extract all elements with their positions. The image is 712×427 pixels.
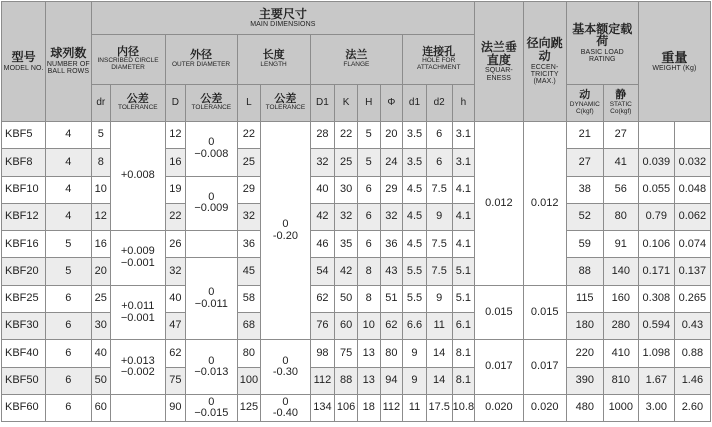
- cell-outer-tolerance-line-2: −0.015: [194, 407, 229, 420]
- header-inner-cn: 内径: [117, 45, 140, 58]
- cell-D: 47: [165, 313, 186, 340]
- header-square-cn: 法兰垂直度: [480, 40, 517, 67]
- cell-length-tolerance-line-1: 0: [282, 354, 289, 367]
- cell-h: 3.1: [452, 149, 475, 176]
- cell-K: 88: [335, 367, 358, 394]
- col-D: D: [165, 85, 186, 122]
- cell-d1: 9: [403, 340, 427, 367]
- header-main-dimensions: [91, 2, 475, 35]
- header-inner-en: INSCRIBED CIRCLE DIAMETER: [97, 57, 159, 72]
- header-weight: [638, 2, 710, 122]
- cell-static: 140: [603, 258, 638, 285]
- col-length-tolerance: [261, 85, 310, 122]
- cell-weight-1: [638, 122, 674, 149]
- cell-h: 3.1: [452, 122, 475, 149]
- cell-H: 18: [357, 394, 380, 421]
- cell-dynamic: 38: [566, 176, 603, 203]
- cell-eccentricity: 0.015: [523, 285, 566, 340]
- cell-outer-tolerance-line-2: −0.011: [194, 297, 228, 310]
- cell-d2: 9: [426, 285, 452, 312]
- outer-tol-cn: 公差: [200, 92, 223, 105]
- inner-tol-cn: 公差: [126, 92, 149, 105]
- cell-phi: 94: [380, 367, 403, 394]
- header-hole: [403, 35, 475, 85]
- cell-dr: 20: [91, 258, 111, 285]
- cell-static: 1000: [603, 394, 638, 421]
- cell-H: 10: [357, 313, 380, 340]
- cell-model: KBF16: [2, 231, 46, 258]
- header-ecc-en: ECCEN- TRICITY (MAX.): [530, 63, 559, 86]
- cell-static: 56: [603, 176, 638, 203]
- cell-phi: 24: [380, 149, 403, 176]
- cell-D: 32: [165, 258, 186, 285]
- cell-squareness: 0.015: [475, 285, 523, 340]
- header-length: [237, 35, 310, 85]
- cell-weight-2: 0.074: [674, 231, 710, 258]
- cell-H: 8: [357, 285, 380, 312]
- cell-dynamic: 220: [566, 340, 603, 367]
- header-load-rating: [566, 2, 638, 85]
- cell-weight-2: 0.43: [674, 313, 710, 340]
- cell-D: 19: [165, 176, 186, 203]
- cell-d2: 7.5: [426, 258, 452, 285]
- cell-d1: 5.5: [403, 258, 427, 285]
- cell-phi: 62: [380, 313, 403, 340]
- outer-tol-en: TOLERANCE: [191, 104, 232, 112]
- cell-D: 40: [165, 285, 186, 312]
- col-phi: Φ: [380, 85, 403, 122]
- cell-phi: 32: [380, 203, 403, 230]
- header-outer-diameter: [165, 35, 237, 85]
- cell-d1: 4.5: [403, 231, 427, 258]
- cell-phi: 43: [380, 258, 403, 285]
- cell-outer-tolerance: [186, 231, 237, 258]
- table-row: [2, 203, 711, 230]
- cell-weight-1: 0.594: [638, 313, 674, 340]
- cell-h: 10.8: [452, 394, 475, 421]
- cell-eccentricity: 0.012: [523, 122, 566, 286]
- static-cn: 静: [615, 89, 627, 102]
- cell-balls: 4: [46, 149, 91, 176]
- cell-static: 91: [603, 231, 638, 258]
- cell-model: KBF30: [2, 313, 46, 340]
- cell-model: KBF20: [2, 258, 46, 285]
- header-weight-cn: 重量: [661, 49, 688, 65]
- cell-weight-2: 0.032: [674, 149, 710, 176]
- cell-L: 125: [237, 394, 261, 421]
- cell-H: 6: [357, 176, 380, 203]
- table-row: [2, 367, 711, 394]
- cell-balls: 6: [46, 313, 91, 340]
- table-row: [2, 176, 711, 203]
- cell-H: 6: [357, 203, 380, 230]
- cell-dynamic: 21: [566, 122, 603, 149]
- cell-d1: 11: [403, 394, 427, 421]
- cell-D: 62: [165, 340, 186, 367]
- header-length-cn: 长度: [262, 49, 285, 62]
- cell-weight-1: 1.098: [638, 340, 674, 367]
- cell-inner-tolerance-line-2: −0.001: [120, 256, 155, 269]
- cell-balls: 4: [46, 176, 91, 203]
- cell-d1: 3.5: [403, 149, 427, 176]
- cell-L: 22: [237, 122, 261, 149]
- cell-d1: 9: [403, 367, 427, 394]
- length-tol-en: TOLERANCE: [265, 104, 306, 112]
- cell-weight-2: 0.265: [674, 285, 710, 312]
- header-load-en: BASIC LOAD RATING: [580, 48, 624, 64]
- cell-D1: 76: [310, 313, 335, 340]
- header-balls: [46, 2, 91, 122]
- cell-h: 4.1: [452, 231, 475, 258]
- cell-H: 8: [357, 258, 380, 285]
- cell-H: 6: [357, 231, 380, 258]
- cell-inner-tolerance: [111, 340, 166, 395]
- cell-weight-1: 3.00: [638, 394, 674, 421]
- cell-outer-tolerance-line-2: −0.008: [194, 147, 229, 160]
- header-load-cn: 基本额定载荷: [572, 21, 633, 49]
- header-balls-en: NUMBER OF BALL ROWS: [46, 60, 90, 76]
- cell-weight-1: 0.055: [638, 176, 674, 203]
- cell-dr: 40: [91, 340, 111, 367]
- col-d2: d2: [426, 85, 452, 122]
- cell-outer-tolerance-line-1: 0: [208, 286, 215, 299]
- cell-L: 32: [237, 203, 261, 230]
- header-length-en: LENGTH: [260, 60, 287, 68]
- cell-d1: 5.5: [403, 285, 427, 312]
- col-dynamic: [566, 85, 603, 122]
- header-balls-cn: 球列数: [50, 46, 87, 61]
- cell-model: KBF5: [2, 122, 46, 149]
- cell-weight-1: 0.171: [638, 258, 674, 285]
- header-hole-cn: 连接孔: [422, 45, 456, 58]
- cell-outer-tolerance-line-1: 0: [208, 190, 215, 203]
- table-row: [2, 394, 711, 421]
- cell-balls: 6: [46, 367, 91, 394]
- cell-phi: 20: [380, 122, 403, 149]
- cell-D1: 54: [310, 258, 335, 285]
- cell-inner-tolerance: [111, 285, 166, 340]
- header-main-cn: 主要尺寸: [258, 6, 307, 21]
- col-outer-tolerance: [186, 85, 237, 122]
- cell-eccentricity: 0.020: [523, 394, 566, 421]
- cell-length-tolerance-line-2: -0.30: [272, 366, 298, 379]
- cell-K: 106: [335, 394, 358, 421]
- dynamic-cn: 动: [579, 89, 591, 102]
- cell-outer-tolerance: [186, 340, 237, 395]
- cell-outer-tolerance: [186, 122, 237, 177]
- cell-dr: 30: [91, 313, 111, 340]
- cell-inner-tolerance-line-1: +0.009: [120, 245, 155, 258]
- cell-length-tolerance: [261, 394, 310, 421]
- cell-weight-2: 0.048: [674, 176, 710, 203]
- cell-length-tolerance: [261, 340, 310, 395]
- col-dr: dr: [91, 85, 111, 122]
- cell-dynamic: 88: [566, 258, 603, 285]
- length-tol-cn: 公差: [274, 92, 297, 105]
- cell-weight-2: 1.46: [674, 367, 710, 394]
- header-hole-en: HOLE FOR ATTACHMENT: [416, 57, 461, 72]
- col-h: h: [452, 85, 475, 122]
- cell-weight-2: [674, 122, 710, 149]
- cell-H: 13: [357, 340, 380, 367]
- col-inner-tolerance: [111, 85, 166, 122]
- cell-D: 12: [165, 122, 186, 149]
- cell-length-tolerance: [261, 122, 310, 340]
- header-flange-en: FLANGE: [343, 60, 370, 68]
- cell-K: 50: [335, 285, 358, 312]
- header-outer-cn: 外径: [190, 49, 213, 62]
- cell-dynamic: 59: [566, 231, 603, 258]
- cell-h: 8.1: [452, 340, 475, 367]
- cell-model: KBF10: [2, 176, 46, 203]
- cell-d2: 17.5: [426, 394, 452, 421]
- cell-outer-tolerance-line-2: −0.009: [194, 202, 229, 215]
- cell-outer-tolerance-line-1: 0: [208, 395, 215, 408]
- cell-weight-2: 0.88: [674, 340, 710, 367]
- cell-d2: 6: [426, 122, 452, 149]
- inner-tol-en: TOLERANCE: [117, 104, 158, 112]
- cell-d2: 7.5: [426, 176, 452, 203]
- cell-phi: 36: [380, 231, 403, 258]
- cell-dynamic: 180: [566, 313, 603, 340]
- cell-L: 25: [237, 149, 261, 176]
- cell-L: 36: [237, 231, 261, 258]
- cell-L: 45: [237, 258, 261, 285]
- cell-D1: 134: [310, 394, 335, 421]
- cell-K: 60: [335, 313, 358, 340]
- cell-phi: 29: [380, 176, 403, 203]
- cell-L: 100: [237, 367, 261, 394]
- cell-d1: 4.5: [403, 176, 427, 203]
- col-d1: d1: [403, 85, 427, 122]
- spec-table: [1, 1, 711, 422]
- cell-d2: 6: [426, 149, 452, 176]
- table-row: [2, 258, 711, 285]
- cell-model: KBF60: [2, 394, 46, 421]
- cell-d2: 14: [426, 367, 452, 394]
- cell-outer-tolerance-line-1: 0: [208, 136, 215, 149]
- col-H: H: [357, 85, 380, 122]
- cell-D: 75: [165, 367, 186, 394]
- cell-inner-tolerance-line-1: +0.008: [120, 169, 155, 182]
- cell-dr: 12: [91, 203, 111, 230]
- cell-outer-tolerance-line-1: 0: [208, 354, 215, 367]
- header-model: [2, 2, 46, 122]
- cell-dr: 16: [91, 231, 111, 258]
- col-K: K: [335, 85, 358, 122]
- col-L: L: [237, 85, 261, 122]
- cell-d1: 6.6: [403, 313, 427, 340]
- cell-dynamic: 480: [566, 394, 603, 421]
- cell-L: 68: [237, 313, 261, 340]
- cell-D: 16: [165, 149, 186, 176]
- cell-eccentricity: 0.017: [523, 340, 566, 395]
- cell-inner-tolerance-line-1: +0.013: [120, 354, 155, 367]
- cell-dynamic: 52: [566, 203, 603, 230]
- header-ecc-cn: 径向跳动: [526, 36, 563, 63]
- cell-static: 810: [603, 367, 638, 394]
- header-flange: [310, 35, 403, 85]
- cell-h: 4.1: [452, 203, 475, 230]
- header-squareness: [475, 2, 523, 122]
- cell-dynamic: 390: [566, 367, 603, 394]
- table-row: [2, 122, 711, 149]
- cell-D1: 112: [310, 367, 335, 394]
- cell-d2: 14: [426, 340, 452, 367]
- table-row: [2, 285, 711, 312]
- cell-balls: 4: [46, 122, 91, 149]
- cell-dynamic: 27: [566, 149, 603, 176]
- cell-inner-tolerance-line-2: −0.001: [120, 311, 155, 324]
- cell-dr: 25: [91, 285, 111, 312]
- cell-d1: 4.5: [403, 203, 427, 230]
- cell-length-tolerance-line-1: 0: [282, 218, 289, 231]
- cell-K: 25: [335, 149, 358, 176]
- cell-outer-tolerance: [186, 258, 237, 340]
- cell-D1: 46: [310, 231, 335, 258]
- cell-H: 13: [357, 367, 380, 394]
- cell-D: 22: [165, 203, 186, 230]
- cell-d1: 3.5: [403, 122, 427, 149]
- cell-inner-tolerance-line-2: −0.002: [120, 366, 155, 379]
- cell-d2: 7.5: [426, 231, 452, 258]
- cell-weight-1: 0.039: [638, 149, 674, 176]
- cell-h: 5.1: [452, 258, 475, 285]
- cell-outer-tolerance: [186, 176, 237, 231]
- cell-model: KBF8: [2, 149, 46, 176]
- cell-dr: 10: [91, 176, 111, 203]
- cell-static: 41: [603, 149, 638, 176]
- cell-L: 58: [237, 285, 261, 312]
- cell-weight-1: 0.79: [638, 203, 674, 230]
- cell-D1: 40: [310, 176, 335, 203]
- cell-static: 280: [603, 313, 638, 340]
- cell-D1: 42: [310, 203, 335, 230]
- table-row: [2, 340, 711, 367]
- col-static: [603, 85, 638, 122]
- cell-D1: 32: [310, 149, 335, 176]
- cell-d2: 9: [426, 203, 452, 230]
- cell-phi: 51: [380, 285, 403, 312]
- header-outer-en: OUTER DIAMETER: [171, 60, 231, 68]
- cell-model: KBF25: [2, 285, 46, 312]
- cell-D1: 62: [310, 285, 335, 312]
- cell-outer-tolerance: [186, 394, 237, 421]
- cell-squareness: 0.017: [475, 340, 523, 395]
- cell-H: 5: [357, 122, 380, 149]
- cell-K: 75: [335, 340, 358, 367]
- cell-phi: 80: [380, 340, 403, 367]
- cell-K: 32: [335, 203, 358, 230]
- dynamic-en: DYNAMIC C(kgf): [569, 100, 600, 115]
- cell-balls: 6: [46, 285, 91, 312]
- cell-dr: 5: [91, 122, 111, 149]
- cell-static: 80: [603, 203, 638, 230]
- col-D1: D1: [310, 85, 335, 122]
- cell-weight-1: 1.67: [638, 367, 674, 394]
- cell-balls: 5: [46, 231, 91, 258]
- header-model-en: MODEL NO.: [3, 64, 44, 72]
- cell-D: 90: [165, 394, 186, 421]
- cell-outer-tolerance-line-2: −0.013: [194, 366, 229, 379]
- cell-h: 4.1: [452, 176, 475, 203]
- table-row: [2, 231, 711, 258]
- cell-weight-2: 2.60: [674, 394, 710, 421]
- table-row: [2, 313, 711, 340]
- cell-balls: 4: [46, 203, 91, 230]
- cell-h: 5.1: [452, 285, 475, 312]
- cell-model: KBF40: [2, 340, 46, 367]
- cell-model: KBF50: [2, 367, 46, 394]
- cell-inner-tolerance: [111, 231, 166, 286]
- cell-D1: 28: [310, 122, 335, 149]
- header-flange-cn: 法兰: [345, 49, 368, 62]
- cell-balls: 5: [46, 258, 91, 285]
- header-model-cn: 型号: [11, 50, 36, 65]
- cell-dynamic: 115: [566, 285, 603, 312]
- cell-h: 8.1: [452, 367, 475, 394]
- header-inner-diameter: [91, 35, 165, 85]
- cell-squareness: 0.012: [475, 122, 523, 286]
- cell-length-tolerance-line-2: -0.20: [272, 229, 298, 242]
- cell-L: 29: [237, 176, 261, 203]
- cell-D1: 98: [310, 340, 335, 367]
- cell-h: 6.1: [452, 313, 475, 340]
- cell-inner-tolerance-line-1: +0.011: [121, 300, 155, 313]
- header-square-en: SQUAR- ENESS: [484, 67, 513, 82]
- cell-K: 35: [335, 231, 358, 258]
- cell-weight-2: 0.062: [674, 203, 710, 230]
- cell-K: 42: [335, 258, 358, 285]
- cell-phi: 112: [380, 394, 403, 421]
- cell-length-tolerance-line-1: 0: [282, 395, 289, 408]
- cell-weight-1: 0.106: [638, 231, 674, 258]
- cell-static: 160: [603, 285, 638, 312]
- cell-dr: 50: [91, 367, 111, 394]
- cell-dr: 8: [91, 149, 111, 176]
- header-main-en: MAIN DIMENSIONS: [250, 21, 316, 29]
- cell-balls: 6: [46, 394, 91, 421]
- cell-static: 410: [603, 340, 638, 367]
- table-row: [2, 149, 711, 176]
- header-weight-en: WEIGHT (Kg): [652, 65, 697, 73]
- cell-weight-2: 0.137: [674, 258, 710, 285]
- cell-static: 27: [603, 122, 638, 149]
- cell-inner-tolerance: [111, 394, 166, 421]
- cell-length-tolerance-line-2: -0.40: [272, 407, 298, 420]
- cell-H: 5: [357, 149, 380, 176]
- cell-D: 26: [165, 231, 186, 258]
- cell-L: 80: [237, 340, 261, 367]
- cell-inner-tolerance: [111, 122, 166, 231]
- cell-model: KBF12: [2, 203, 46, 230]
- cell-balls: 6: [46, 340, 91, 367]
- header-eccentricity: [523, 2, 566, 122]
- cell-dr: 60: [91, 394, 111, 421]
- cell-weight-1: 0.308: [638, 285, 674, 312]
- static-en: STATIC Co(kgf): [609, 100, 632, 115]
- cell-squareness: 0.020: [475, 394, 523, 421]
- cell-d2: 11: [426, 313, 452, 340]
- cell-K: 22: [335, 122, 358, 149]
- cell-K: 30: [335, 176, 358, 203]
